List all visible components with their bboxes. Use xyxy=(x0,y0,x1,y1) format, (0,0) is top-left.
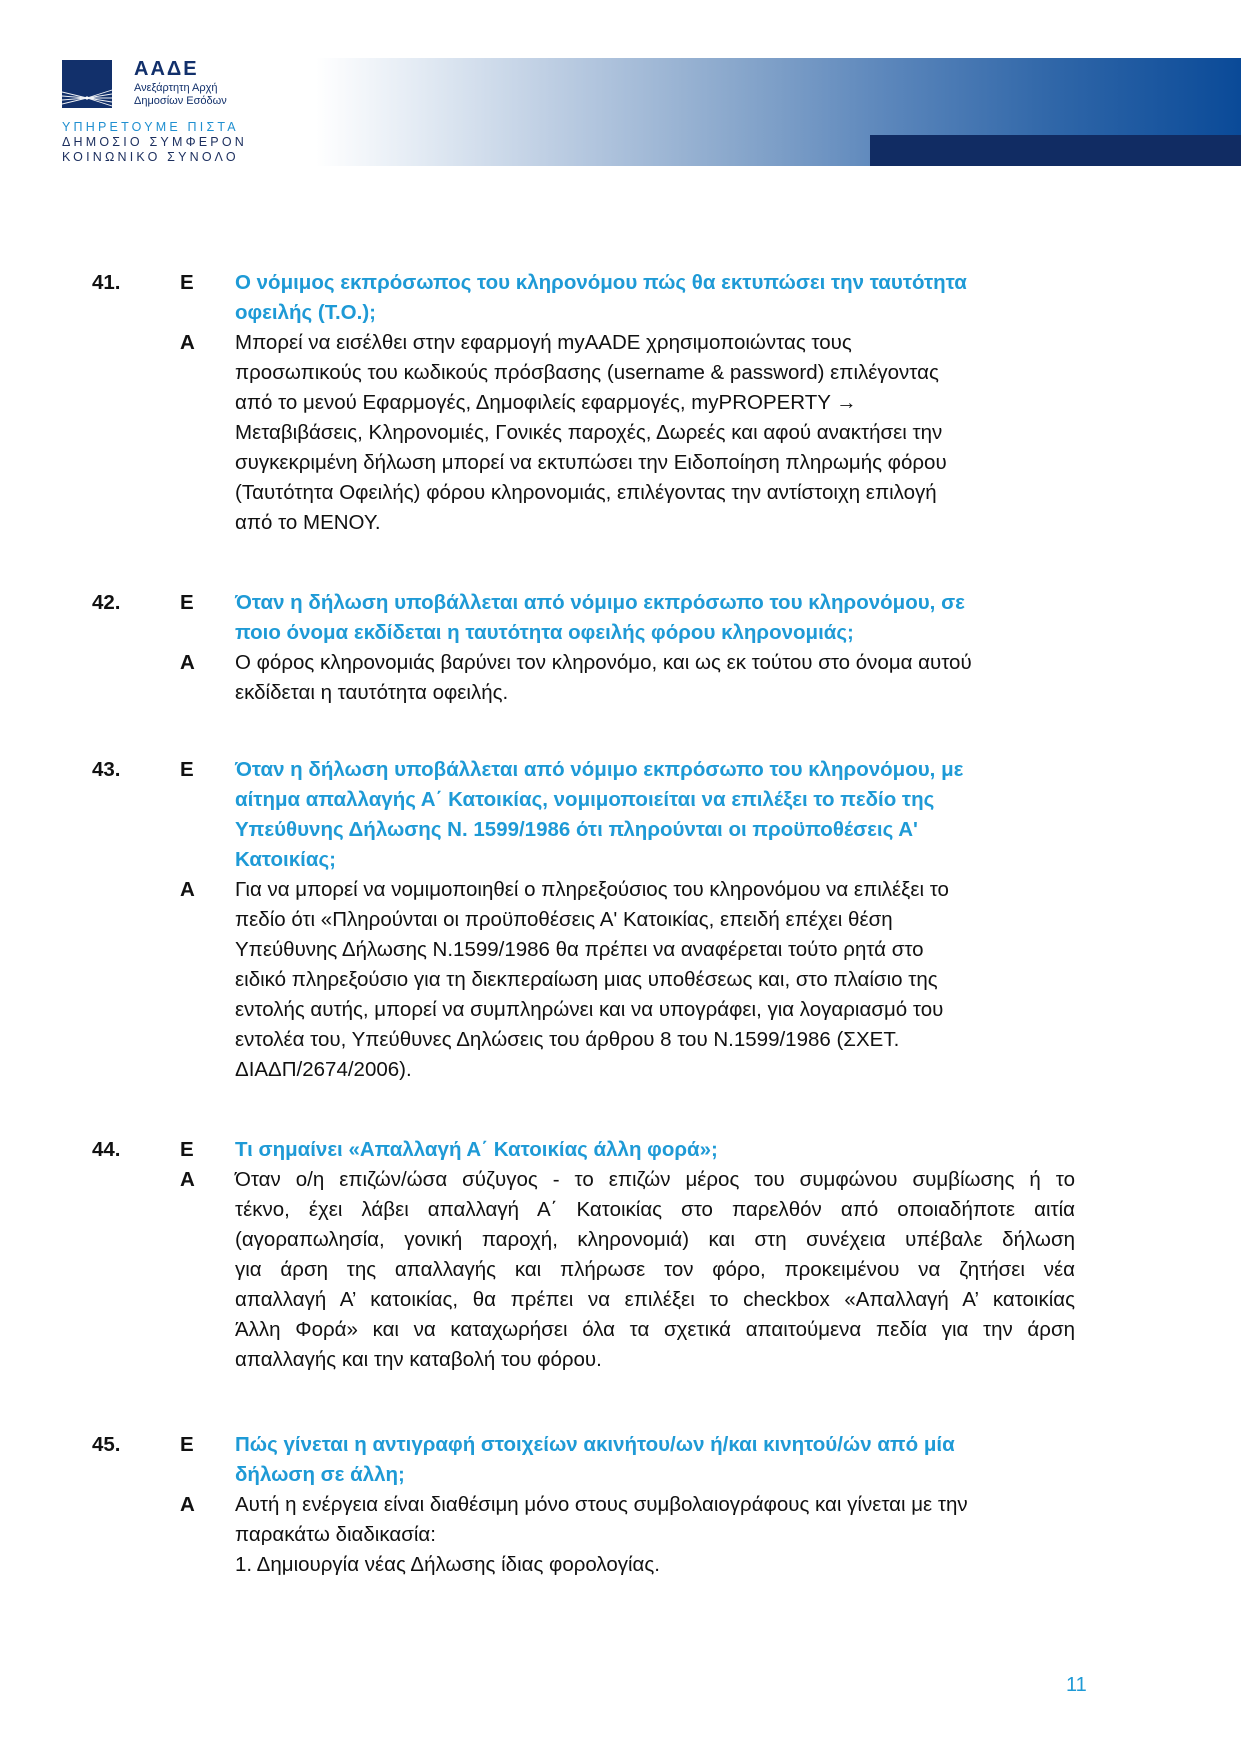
answer-line: (αγοραπωλησία, γονική παροχή, κληρονομιά) και στη συνέχεια υπέβαλε δήλωση xyxy=(235,1228,1075,1251)
motto-line-3: ΚΟΙΝΩΝΙΚΟ ΣΥΝΟΛΟ xyxy=(62,150,239,164)
answer-line: εκδίδεται η ταυτότητα οφειλής. xyxy=(235,681,509,704)
motto xyxy=(62,120,247,165)
answer-text xyxy=(235,328,1075,538)
answer-line: Άλλη Φορά» και να καταχωρήσει όλα τα σχετικά απαιτούμενα πεδία για την άρση xyxy=(235,1318,1075,1341)
answer-line: συγκεκριμένη δήλωση μπορεί να εκτυπώσει την Ειδοποίηση πληρωμής φόρου xyxy=(235,451,947,474)
answer-line: απαλλαγή Α’ κατοικίας, θα πρέπει να επιλέξει το checkbox «Απαλλαγή Α’ κατοικίας xyxy=(235,1288,1075,1311)
motto-line-2: ΔΗΜΟΣΙΟ ΣΥΜΦΕΡΟΝ xyxy=(62,135,247,149)
answer-label: Α xyxy=(180,651,195,674)
question-line: οφειλής (Τ.Ο.); xyxy=(235,301,376,324)
question-label: Ε xyxy=(180,1138,194,1161)
answer-text xyxy=(235,1490,1075,1580)
question-line: δήλωση σε άλλη; xyxy=(235,1463,405,1486)
question-line: Τι σημαίνει «Απαλλαγή Α΄ Κατοικίας άλλη φορά»; xyxy=(235,1138,718,1161)
question-label: Ε xyxy=(180,1433,194,1456)
question-line: αίτημα απαλλαγής Α΄ Κατοικίας, νομιμοποιείται να επιλέξει το πεδίο της xyxy=(235,788,935,811)
question-line: Πώς γίνεται η αντιγραφή στοιχείων ακινήτου/ων ή/και κινητού/ών από μία xyxy=(235,1433,955,1456)
logo-subtitle xyxy=(134,82,227,108)
question-label: Ε xyxy=(180,758,194,781)
question-line: ποιο όνομα εκδίδεται η ταυτότητα οφειλής φόρου κληρονομιάς; xyxy=(235,621,854,644)
answer-list-item: 1. Δημιουργία νέας Δήλωσης ίδιας φορολογίας. xyxy=(235,1553,660,1576)
answer-line: Για να μπορεί να νομιμοποιηθεί ο πληρεξούσιος του κληρονόμου να επιλέξει το xyxy=(235,878,949,901)
answer-line: Μεταβιβάσεις, Κληρονομιές, Γονικές παροχές, Δωρεές και αφού ανακτήσει την xyxy=(235,421,943,444)
answer-label: Α xyxy=(180,1168,195,1191)
item-number: 45. xyxy=(92,1433,121,1456)
answer-line: απαλλαγής και την καταβολή του φόρου. xyxy=(235,1348,602,1371)
question-text xyxy=(235,588,1075,648)
item-number: 44. xyxy=(92,1138,121,1161)
item-number: 42. xyxy=(92,591,121,614)
item-number: 43. xyxy=(92,758,121,781)
answer-line: τέκνο, έχει λάβει απαλλαγή Α΄ Κατοικίας στο παρελθόν από οποιαδήποτε αιτία xyxy=(235,1198,1075,1221)
question-line: Όταν η δήλωση υποβάλλεται από νόμιμο εκπρόσωπο του κληρονόμου, σε xyxy=(235,591,965,614)
page-header xyxy=(0,0,1241,180)
answer-text xyxy=(235,875,1075,1085)
answer-line: Υπεύθυνης Δήλωσης Ν.1599/1986 θα πρέπει να αναφέρεται τούτο ρητά στο xyxy=(235,938,924,961)
question-text xyxy=(235,1430,1075,1490)
answer-line: για άρση της απαλλαγής και πλήρωσε τον φόρο, προκειμένου να ζητήσει νέα xyxy=(235,1258,1075,1281)
answer-line: Μπορεί να εισέλθει στην εφαρμογή myAADE χρησιμοποιώντας τους xyxy=(235,331,852,354)
answer-line: από το μενού Εφαρμογές, Δημοφιλείς εφαρμογές, myPROPERTY → xyxy=(235,391,857,414)
answer-line: πεδίο ότι «Πληρούνται οι προϋποθέσεις Α' Κατοικίας, επειδή επέχει θέση xyxy=(235,908,893,931)
answer-label: Α xyxy=(180,1493,195,1516)
answer-line: προσωπικούς του κωδικούς πρόσβασης (username & password) επιλέγοντας xyxy=(235,361,939,384)
answer-label: Α xyxy=(180,878,195,901)
question-text xyxy=(235,1135,1075,1165)
logo-subtitle-line-1: Ανεξάρτητη Αρχή xyxy=(134,82,218,94)
answer-line: Όταν ο/η επιζών/ώσα σύζυγος - το επιζών μέρος του συμφώνου συμβίωσης ή το xyxy=(235,1168,1075,1191)
question-text xyxy=(235,268,1075,328)
logo-subtitle-line-2: Δημοσίων Εσόδων xyxy=(134,95,227,107)
answer-line: ειδικό πληρεξούσιο για τη διεκπεραίωση μιας υποθέσεως και, στο πλαίσιο της xyxy=(235,968,938,991)
answer-line: από το ΜΕΝΟΥ. xyxy=(235,511,381,534)
question-line: Υπεύθυνης Δήλωσης Ν. 1599/1986 ότι πληρούνται οι προϋποθέσεις Α' xyxy=(235,818,918,841)
item-number: 41. xyxy=(92,271,121,294)
answer-line: Αυτή η ενέργεια είναι διαθέσιμη μόνο στους συμβολαιογράφους και γίνεται με την xyxy=(235,1493,968,1516)
answer-line: ΔΙΑΔΠ/2674/2006). xyxy=(235,1058,412,1081)
answer-text xyxy=(235,648,1075,708)
answer-line: (Ταυτότητα Οφειλής) φόρου κληρονομιάς, επιλέγοντας την αντίστοιχη επιλογή xyxy=(235,481,937,504)
answer-text xyxy=(235,1165,1075,1375)
answer-label: Α xyxy=(180,331,195,354)
page-number: 11 xyxy=(1066,1674,1087,1696)
question-line: Όταν η δήλωση υποβάλλεται από νόμιμο εκπρόσωπο του κληρονόμου, με xyxy=(235,758,964,781)
logo-title: ΑΑΔΕ xyxy=(134,58,199,80)
answer-line: εντολέα του, Υπεύθυνες Δηλώσεις του άρθρου 8 του Ν.1599/1986 (ΣΧΕΤ. xyxy=(235,1028,900,1051)
answer-line: εντολής αυτής, μπορεί να συμπληρώνει και να υπογράφει, για λογαριασμό του xyxy=(235,998,944,1021)
answer-line: παρακάτω διαδικασία: xyxy=(235,1523,436,1546)
question-text xyxy=(235,755,1075,875)
question-line: Ο νόμιμος εκπρόσωπος του κληρονόμου πώς θα εκτυπώσει την ταυτότητα xyxy=(235,271,967,294)
question-label: Ε xyxy=(180,271,194,294)
question-line: Κατοικίας; xyxy=(235,848,336,871)
answer-line: Ο φόρος κληρονομιάς βαρύνει τον κληρονόμο, και ως εκ τούτου στο όνομα αυτού xyxy=(235,651,972,674)
motto-line-1: ΥΠΗΡΕΤΟΥΜΕ ΠΙΣΤΑ xyxy=(62,120,239,134)
question-label: Ε xyxy=(180,591,194,614)
header-dark-band xyxy=(870,135,1241,166)
aade-logo-icon xyxy=(62,60,112,108)
